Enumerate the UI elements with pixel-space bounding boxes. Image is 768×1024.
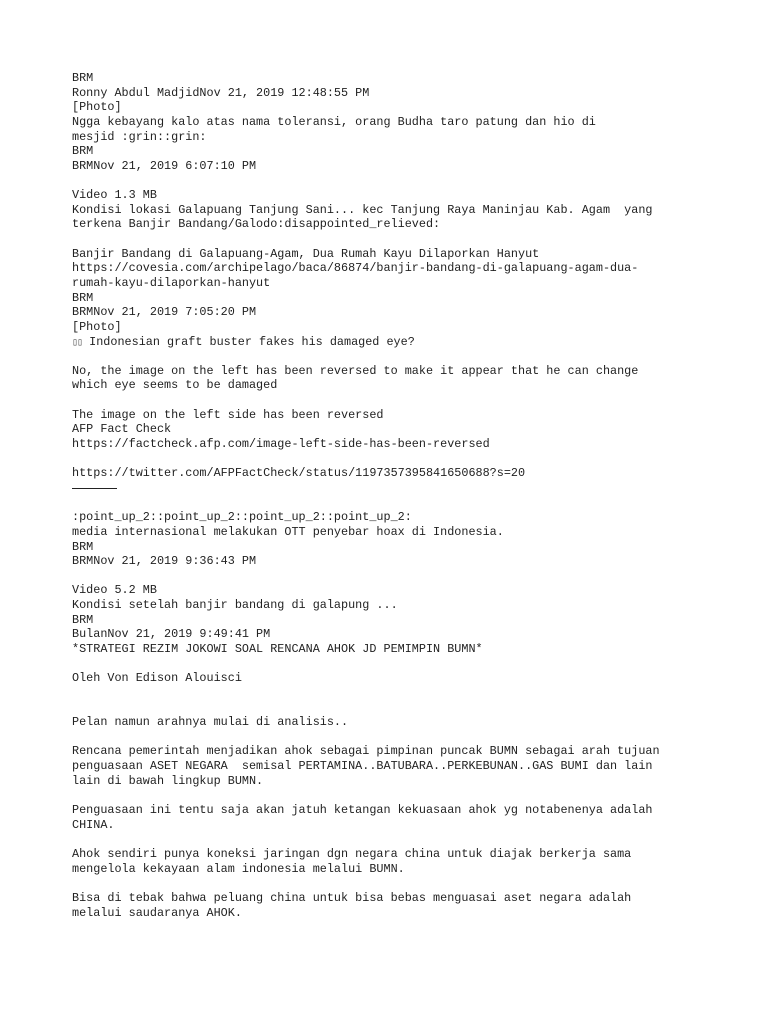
text-line [72,378,660,393]
text-line [72,744,660,759]
line-text: BulanNov 21, 2019 9:49:41 PM [72,627,271,642]
text-line [72,86,660,101]
line-text: penguasaan ASET NEGARA semisal PERTAMINA..BATUBARA..PERKEBUNAN..GAS BUMI dan lain [72,759,653,774]
text-line [72,540,660,555]
text-line [72,291,660,306]
line-text: terkena Banjir Bandang/Galodo:disappointed_relieved: [72,217,441,232]
text-line [72,788,660,803]
line-text: CHINA. [72,817,115,832]
text-line [72,364,660,379]
text-line [72,217,660,232]
text-line [72,715,660,730]
missing-glyph-icon: ▯▯ [72,337,83,349]
text-line [72,583,660,598]
text-line [72,774,660,789]
line-text: BRMNov 21, 2019 9:36:43 PM [72,554,257,569]
line-text: [Photo] [72,319,122,334]
text-line [72,481,660,496]
line-text: https://covesia.com/archipelago/baca/86874/banjir-bandang-di-galapuang-agam-dua- [72,261,639,276]
text-line [72,832,660,847]
line-text: rumah-kayu-dilaporkan-hanyut [72,275,271,290]
line-text: *STRATEGI REZIM JOKOWI SOAL RENCANA AHOK JD PEMIMPIN BUMN* [72,641,483,656]
text-line[interactable] [72,261,660,276]
line-text: [Photo] [72,100,122,115]
text-line [72,188,660,203]
text-line [72,657,660,672]
text-line[interactable] [72,466,660,481]
line-text: lain di bawah lingkup BUMN. [72,773,264,788]
line-text: No, the image on the left has been reversed to make it appear that he can change [72,363,639,378]
line-text: Banjir Bandang di Galapuang-Agam, Dua Rumah Kayu Dilaporkan Hanyut [72,246,540,261]
line-text: AFP Fact Check [72,422,172,437]
text-line [72,173,660,188]
text-line [72,144,660,159]
text-line [72,730,660,745]
line-text: media internasional melakukan OTT penyebar hoax di Indonesia. [72,524,504,539]
separator-line [72,481,117,489]
line-text: BRM [72,539,94,554]
line-text: Kondisi lokasi Galapuang Tanjung Sani... kec Tanjung Raya Maninjau Kab. Agam yang [72,202,653,217]
line-text: Indonesian graft buster fakes his damaged eye? [89,334,415,349]
text-line [72,906,660,921]
text-line [72,100,660,115]
line-text: melalui saudaranya AHOK. [72,905,242,920]
line-text: Ngga kebayang kalo atas nama toleransi, orang Budha taro patung dan hio di [72,114,596,129]
text-line [72,701,660,716]
text-line [72,305,660,320]
text-line [72,862,660,877]
text-line [72,627,660,642]
text-line [72,408,660,423]
text-line [72,452,660,467]
text-line [72,71,660,86]
text-line [72,759,660,774]
text-line [72,496,660,511]
line-text: https://twitter.com/AFPFactCheck/status/1197357395841650688?s=20 [72,466,526,481]
text-line [72,276,660,291]
line-text: mesjid :grin::grin: [72,129,207,144]
text-line [72,393,660,408]
line-text: Oleh Von Edison Alouisci [72,671,242,686]
text-line [72,115,660,130]
text-line [72,232,660,247]
text-line [72,335,660,350]
text-line [72,686,660,701]
line-text: Pelan namun arahnya mulai di analisis.. [72,715,349,730]
line-text: BRM [72,290,94,305]
text-line [72,525,660,540]
line-text: The image on the left side has been reversed [72,407,384,422]
text-line [72,613,660,628]
line-text: Kondisi setelah banjir bandang di galapung ... [72,598,398,613]
text-line [72,422,660,437]
line-text: BRMNov 21, 2019 7:05:20 PM [72,305,257,320]
line-text: BRM [72,144,94,159]
line-text: BRMNov 21, 2019 6:07:10 PM [72,158,257,173]
line-text: BRM [72,612,94,627]
line-text: Rencana pemerintah menjadikan ahok sebagai pimpinan puncak BUMN sebagai arah tujuan [72,744,660,759]
text-line [72,803,660,818]
line-text: Video 5.2 MB [72,583,157,598]
text-line [72,554,660,569]
line-text: Penguasaan ini tentu saja akan jatuh ketangan kekuasaan ahok yg notabenenya adalah [72,803,653,818]
text-line [72,891,660,906]
text-line [72,642,660,657]
line-text: which eye seems to be damaged [72,378,278,393]
text-line [72,671,660,686]
text-line [72,130,660,145]
line-text: Video 1.3 MB [72,188,157,203]
text-line [72,320,660,335]
text-line [72,876,660,891]
text-line [72,510,660,525]
text-line [72,847,660,862]
text-line [72,203,660,218]
line-text: BRM [72,71,94,85]
line-text: Bisa di tebak bahwa peluang china untuk bisa bebas menguasai aset negara adalah [72,890,632,905]
line-text: mengelola kekayaan alam indonesia melalui BUMN. [72,861,405,876]
document-text [72,71,660,920]
text-line [72,569,660,584]
text-line [72,818,660,833]
text-line [72,598,660,613]
text-line [72,247,660,262]
text-line[interactable] [72,437,660,452]
line-text: Ahok sendiri punya koneksi jaringan dgn negara china untuk diajak berkerja sama [72,846,632,861]
line-text: Ronny Abdul MadjidNov 21, 2019 12:48:55 PM [72,85,370,100]
line-text: https://factcheck.afp.com/image-left-side-has-been-reversed [72,437,490,452]
text-line [72,159,660,174]
text-line [72,349,660,364]
line-text: :point_up_2::point_up_2::point_up_2::point_up_2: [72,510,412,525]
